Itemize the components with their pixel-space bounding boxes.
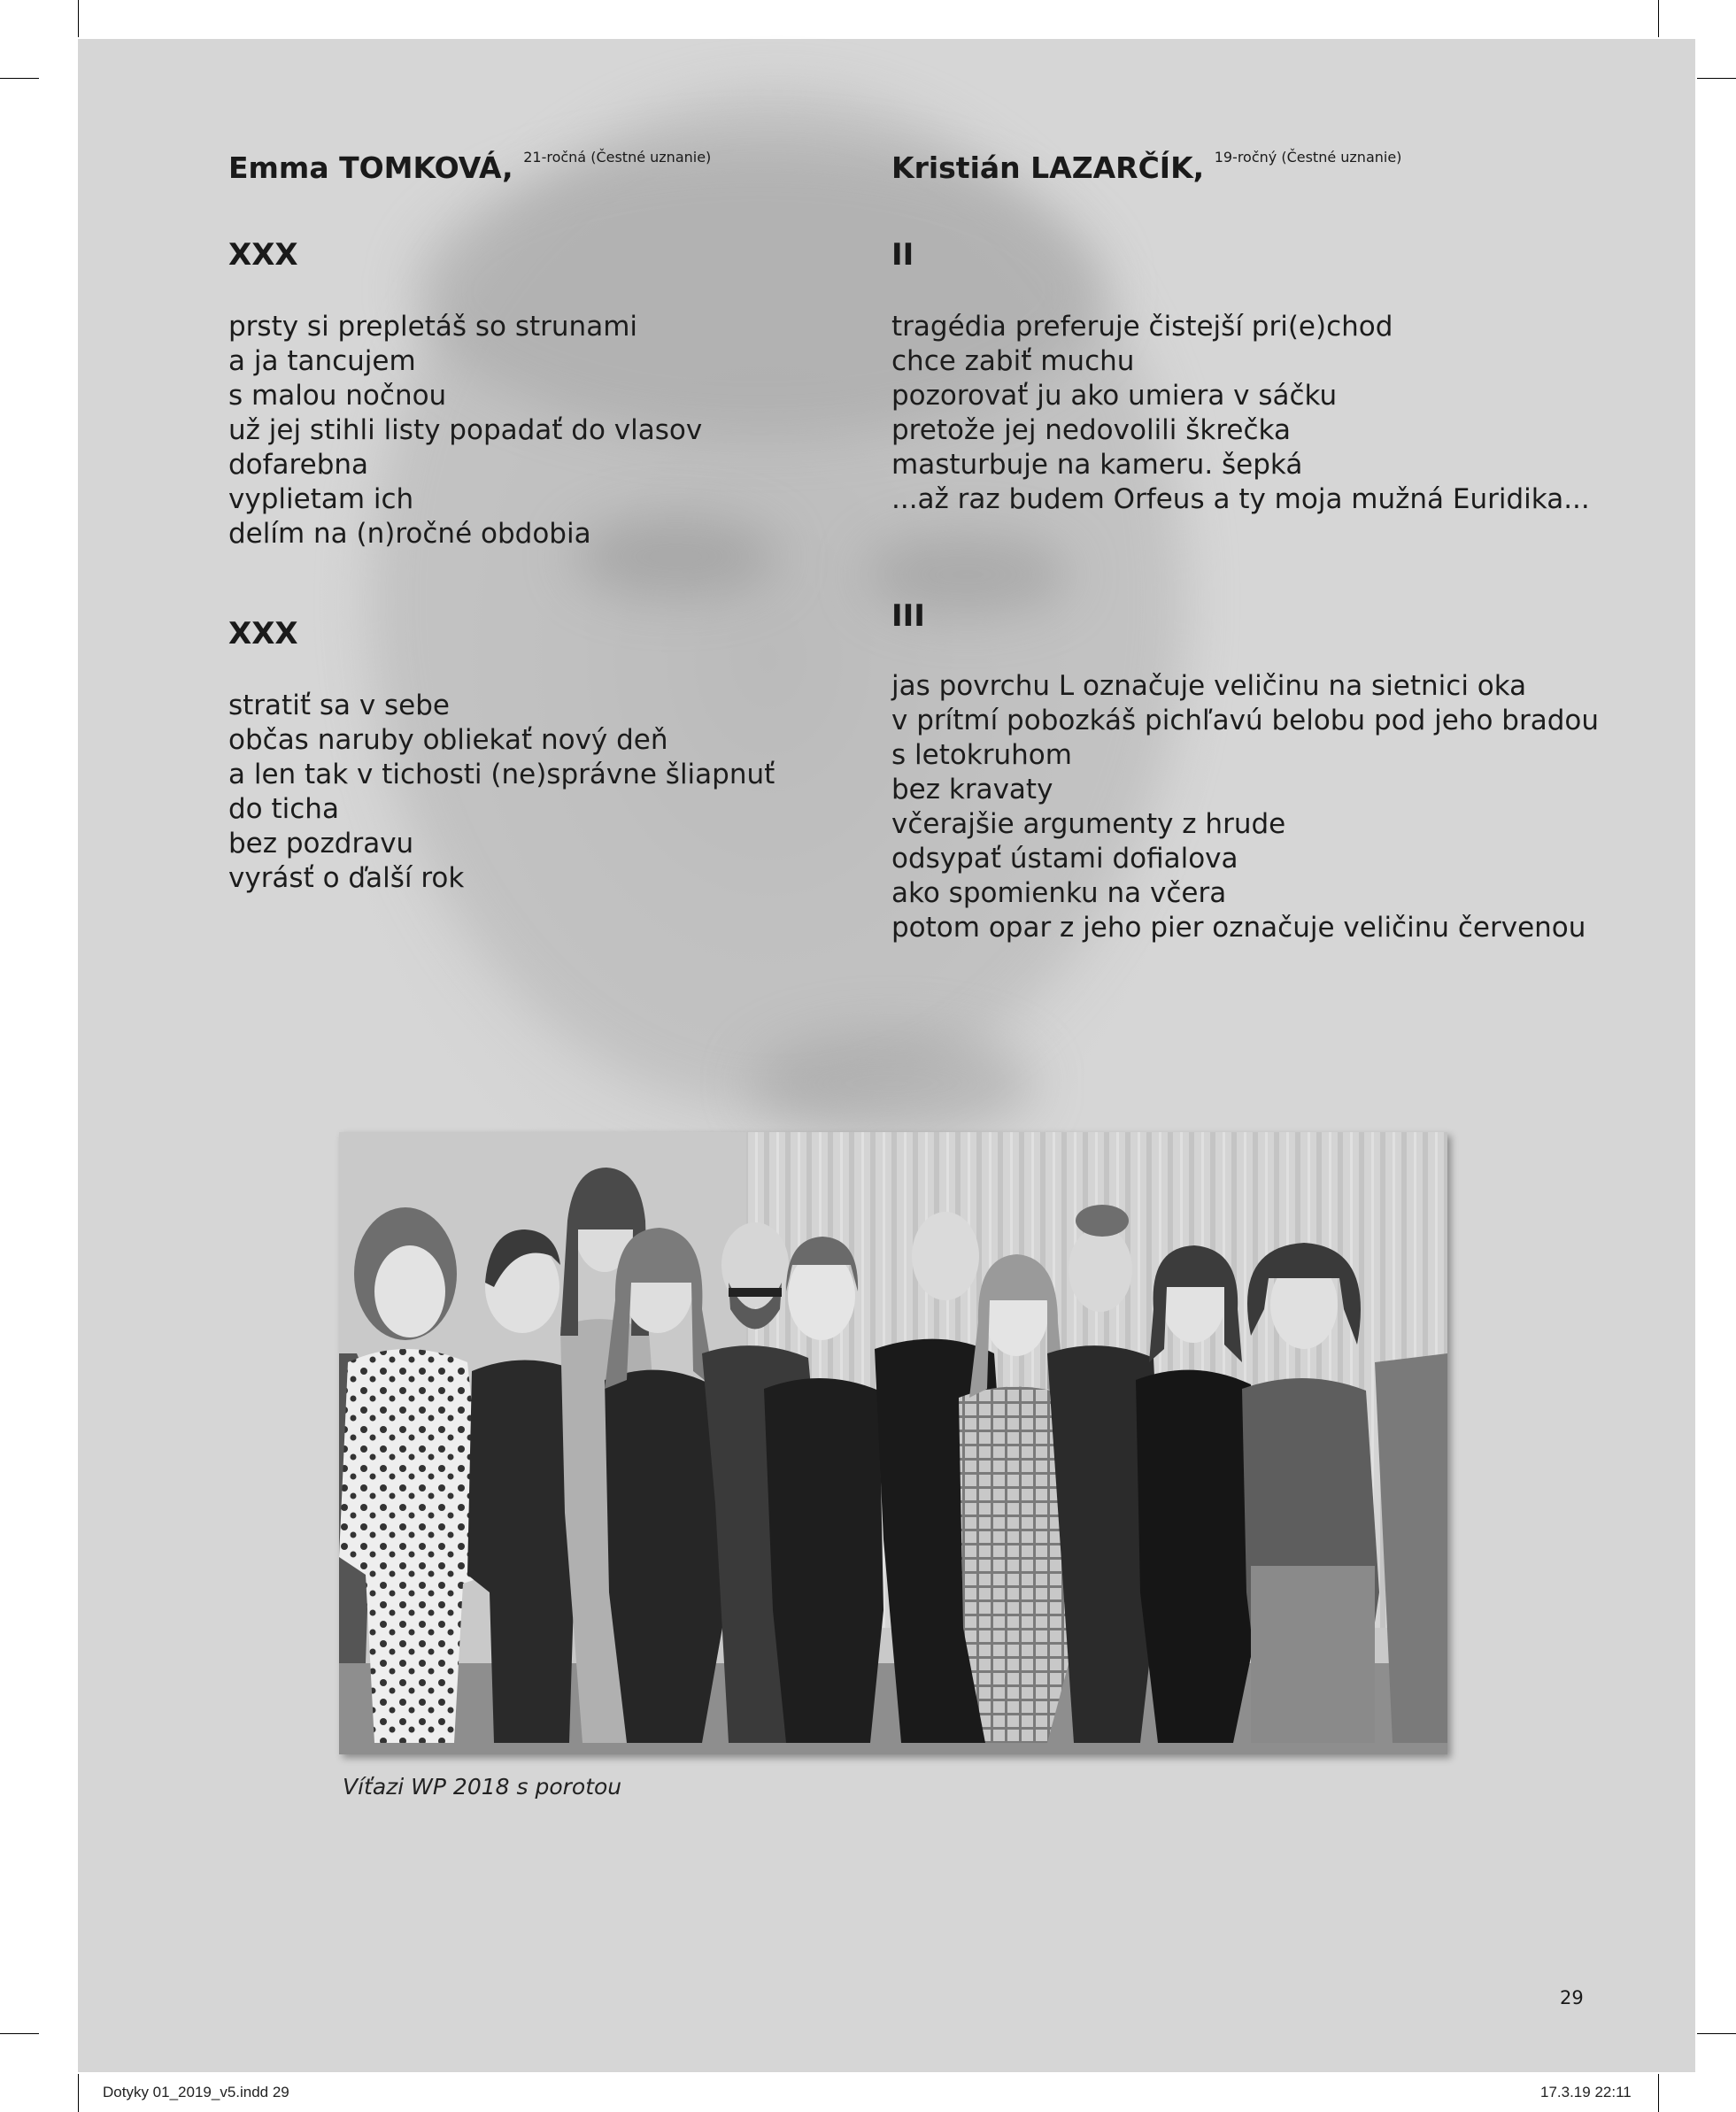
crop-mark: [1658, 2074, 1659, 2112]
poem-body: [891, 310, 1590, 517]
poem-line: v prítmí pobozkáš pichľavú belobu pod jeho bradou: [891, 705, 1600, 736]
crop-mark: [1658, 0, 1659, 37]
poem-line: odsypať ústami dofialova: [891, 843, 1238, 875]
left-author-name: Emma TOMKOVÁ,: [228, 150, 513, 185]
slug-file: Dotyky 01_2019_v5.indd 29: [103, 2084, 289, 2100]
poem-line: prsty si prepletáš so strunami: [228, 311, 638, 343]
poem-line: s letokruhom: [891, 739, 1072, 771]
poem-line: tragédia preferuje čistejší pri(e)chod: [891, 311, 1393, 343]
poem-title: XXX: [228, 237, 298, 273]
poem-line: vyplietam ich: [228, 483, 414, 515]
poem-line: ...až raz budem Orfeus a ty moja mužná Euridika...: [891, 483, 1590, 515]
poem-line: občas naruby obliekať nový deň: [228, 724, 668, 756]
ghost-portrait-mouth: [751, 1030, 1034, 1137]
poem-line: bez kravaty: [891, 774, 1053, 805]
left-author-meta: 21-ročná (Čestné uznanie): [523, 149, 712, 166]
poem-line: už jej stihli listy popadať do vlasov: [228, 414, 703, 446]
poem-line: a ja tancujem: [228, 345, 416, 377]
crop-mark: [1697, 78, 1736, 79]
poem-line: s malou nočnou: [228, 380, 447, 412]
poem-body: [228, 310, 702, 551]
poem-title: III: [891, 598, 925, 634]
right-author: [891, 149, 1401, 185]
group-photo: [339, 1132, 1447, 1754]
poem-line: včerajšie argumenty z hrude: [891, 808, 1286, 840]
poem-line: stratiť sa v sebe: [228, 690, 450, 721]
poem-line: delím na (n)ročné obdobia: [228, 518, 591, 550]
group-photo-illustration: [339, 1132, 1447, 1754]
poem-line: bez pozdravu: [228, 828, 414, 859]
right-author-name: Kristián LAZARČÍK,: [891, 150, 1205, 185]
poem-title: II: [891, 237, 914, 273]
crop-mark: [78, 2074, 79, 2112]
poem-line: a len tak v tichosti (ne)správne šliapnuť: [228, 759, 775, 790]
photo-caption: Víťazi WP 2018 s porotou: [343, 1774, 622, 1800]
poem-line: pozorovať ju ako umiera v sáčku: [891, 380, 1338, 412]
left-author: [228, 149, 711, 185]
poem-line: pretože jej nedovolili škrečka: [891, 414, 1291, 446]
crop-mark: [0, 78, 39, 79]
crop-mark: [0, 2033, 39, 2034]
poem-line: chce zabiť muchu: [891, 345, 1135, 377]
poem-body: [891, 669, 1599, 945]
poem-title: XXX: [228, 616, 298, 651]
poem-line: do ticha: [228, 793, 339, 825]
poem-line: masturbuje na kameru. šepká: [891, 449, 1303, 481]
poem-line: potom opar z jeho pier označuje veličinu červenou: [891, 912, 1586, 944]
poem-body: [228, 689, 775, 896]
slug-date: 17.3.19 22:11: [1540, 2084, 1632, 2100]
page-number: 29: [1560, 1987, 1584, 2008]
right-author-meta: 19-ročný (Čestné uznanie): [1214, 149, 1402, 166]
crop-mark: [78, 0, 79, 37]
poem-line: vyrásť o ďalší rok: [228, 862, 465, 894]
poem-line: ako spomienku na včera: [891, 877, 1227, 909]
poem-line: jas povrchu L označuje veličinu na sietnici oka: [891, 670, 1527, 702]
poem-line: dofarebna: [228, 449, 369, 481]
crop-mark: [1697, 2033, 1736, 2034]
